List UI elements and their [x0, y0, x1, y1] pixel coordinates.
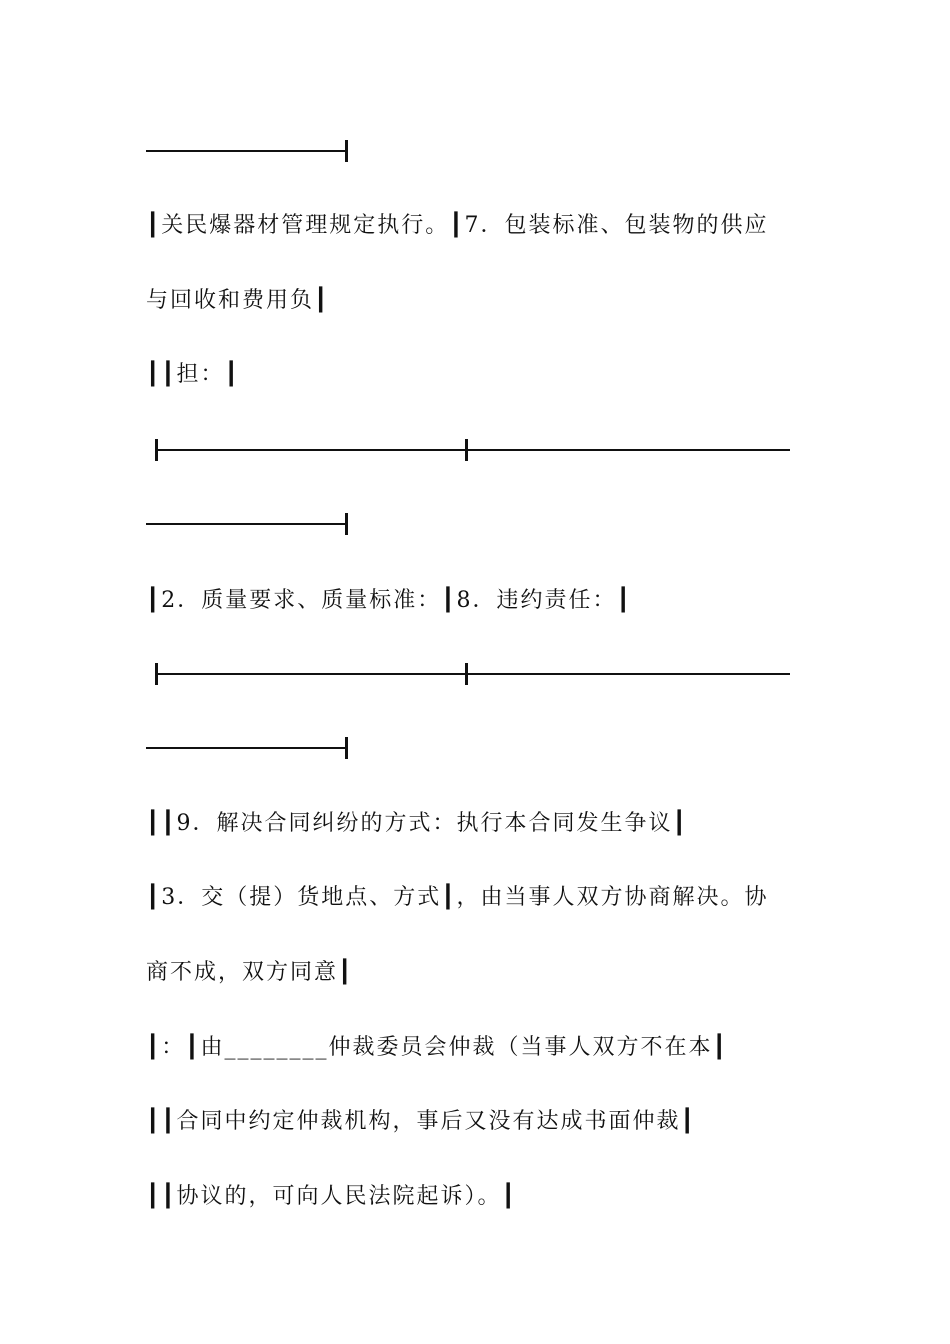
text-line: ┃关民爆器材管理规定执行。┃7．包装标准、包装物的供应 [146, 213, 769, 238]
table-rule [146, 523, 346, 525]
text-line: ┃┃担：┃ [146, 362, 240, 387]
table-rule [156, 673, 790, 675]
text-line: 与回收和费用负┃ [146, 288, 330, 313]
table-rule-junction [465, 439, 468, 461]
text-line: ┃┃协议的，可向人民法院起诉）。┃ [146, 1184, 517, 1209]
table-rule [146, 747, 346, 749]
table-rule-junction [465, 663, 468, 685]
table-rule-end [345, 513, 348, 535]
table-rule [146, 150, 346, 152]
table-rule-end [345, 140, 348, 162]
text-line: ┃┃9．解决合同纠纷的方式：执行本合同发生争议┃ [146, 811, 688, 836]
text-line: ┃3．交（提）货地点、方式┃，由当事人双方协商解决。协 [146, 885, 769, 910]
text-line: 商不成，双方同意┃ [146, 960, 354, 985]
table-rule-end [345, 737, 348, 759]
text-line: ┃：┃由________仲裁委员会仲裁（当事人双方不在本┃ [146, 1035, 728, 1060]
table-rule-start [155, 663, 158, 685]
text-line: ┃2．质量要求、质量标准：┃8．违约责任：┃ [146, 588, 632, 613]
table-rule-start [155, 439, 158, 461]
table-rule [156, 449, 790, 451]
text-line: ┃┃合同中约定仲裁机构，事后又没有达成书面仲裁┃ [146, 1109, 696, 1134]
